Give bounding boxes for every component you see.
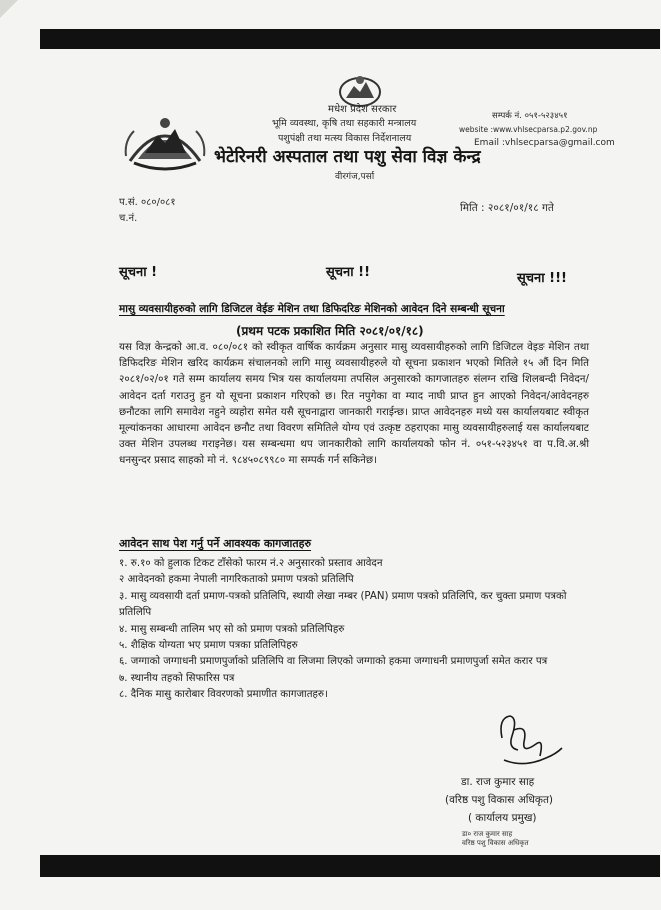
- list-item: २ आवेदनको हकमा नेपाली नागरिकताको प्रमाण पत्रको प्रतिलिपि: [119, 574, 354, 586]
- ministry-line-1: मधेश प्रदेश सरकार: [328, 104, 397, 115]
- requirements-list: [119, 556, 587, 704]
- list-item: ३. मासु व्यवसायी दर्ता प्रमाण-पत्रको प्रतिलिपि, स्थायी लेखा नम्बर (PAN) प्रमाण पत्रको प्रतिलिपि, कर चुक्ता प्रमाण पत्रको प्रतिलिपि: [119, 590, 567, 619]
- notice-publish-date: (प्रथम पटक प्रकाशित मिति २०८१/०१/१८): [236, 324, 424, 338]
- notice-subject: मासु व्यवसायीहरुको लागि डिजिटल वेईङ मेशिन तथा डिफिदरिङ मेशिनको आवेदन दिने सम्बन्धी सूचना: [119, 303, 505, 315]
- list-item: १. रु.१० को हुलाक टिकट टाँसेको फारम नं.२ अनुसारको प्रस्ताव आवेदन: [119, 558, 383, 569]
- signatory-office: ( कार्यालय प्रमुख): [468, 812, 537, 824]
- office-name: भेटेरिनरी अस्पताल तथा पशु सेवा विज्ञ केन्द्र: [214, 147, 481, 167]
- notice-body: यस विज्ञ केन्द्रको आ.व. ०८०/०८१ को स्वीकृत वार्षिक कार्यक्रम अनुसार मासु व्यवसायीहरुको लागि डिजिटल वेइङ मेशिन तथा डिफिदरिङ मेशिन खरिद कार्यक्रम संचालनको लागि मासु व्यवसायीहरुले यो सूचना प्रकाशन भएको मितिले १५ औं दिन मिति २०८१/०२/०१ गते सम्म कार्यालय समय भित्र यस कार्यालयमा तपसिल अनुसारको कागजातहरु संलग्न राखि शिलबन्दी निवेदन/आवेदन दर्ता गराउनु हुन यो सूचना प्रकाशन गरिएको छ। रित नपुगेका वा म्याद नाघी प्राप्त हुन आएको निवेदन/आवेदनहरु छनौटका लागि समावेश नहुने व्यहोरा समेत यसै सूचनाद्वारा जानकारी गराईन्छ। प्राप्त आवेदनहरु मध्ये यस कार्यालयबाट स्वीकृत मूल्यांकनका आधारमा आवेदन छनौट तथा विवरण समितिले योग्य एवं उत्कृष्ट ठहराएका मासु व्यवसायीहरुलाई यस कार्यालयबाट उक्त मेशिन उपलब्ध गराइनेछ। यस सम्बन्धमा थप जानकारीको लागि कार्यालयको फोन नं. ०५१-५२३४५१ वा प.वि.अ.श्री धनसुन्दर प्रसाद साहको मो नं. ९८४५०८९९८० मा सम्पर्क गर्न सकिनेछ।: [119, 341, 589, 467]
- list-item: ६. जग्गाको जग्गाधनी प्रमाणपुर्जाको प्रतिलिपि वा लिजमा लिएको जग्गाको हकमा जग्गाधनी प्रमाणपुर्जा समेत करार पत्र: [119, 656, 548, 668]
- requirements-title: आवेदन साथ पेश गर्नु पर्ने आवश्यक कागजातहरु: [119, 537, 312, 550]
- signatory-post: (वरिष्ठ पशु विकास अधिकृत): [445, 794, 554, 806]
- office-city: वीरगंज,पर्सा: [335, 172, 375, 182]
- list-item: ५. शैक्षिक योग्यता भए प्रमाण पत्रका प्रतिलिपिहरु: [119, 640, 298, 652]
- page-curl: [0, 0, 18, 18]
- ministry-line-2: भूमि व्यवस्था, कृषि तथा सहकारी मन्त्रालय: [272, 118, 417, 129]
- nepal-emblem-icon: [120, 101, 210, 176]
- list-item: ४. मासु सम्बन्धी तालिम भए सो को प्रमाण पत्रको प्रतिलिपिहरु: [119, 623, 345, 635]
- notice-heading-2: सूचना !!: [326, 265, 371, 280]
- contact-phone: सम्पर्क नं. ०५१-५२३४५१: [492, 111, 568, 121]
- notice-heading-1: सूचना !: [119, 265, 158, 280]
- stamp-line-2: वरिष्ठ पशु विकास अधिकृत: [462, 839, 529, 847]
- list-item: ८. दैनिक मासु कारोबार विवरणको प्रमाणीत कागजातहरु।: [119, 689, 328, 701]
- ministry-line-3: पशुपंक्षी तथा मत्स्य विकास निर्देशनालय: [278, 133, 412, 144]
- signatory-name: डा. राज कुमार साह: [461, 776, 535, 788]
- contact-email: Email :vhlsecparsa@gmail.com: [474, 138, 615, 148]
- scan-border-bottom: [40, 855, 660, 877]
- handwritten-signature: [484, 708, 574, 776]
- dispatch-number: च.नं.: [119, 213, 138, 224]
- letter-date: मिति : २०८१/०१/१८ गते: [460, 202, 554, 214]
- contact-website: website :www.vhlsecparsa.p2.gov.np: [459, 125, 598, 134]
- letter-number: प.सं. ०८०/०८१: [119, 197, 176, 208]
- stamp-line-1: डा० राज कुमार साह: [462, 830, 513, 838]
- official-stamp: [462, 830, 529, 848]
- notice-heading-3: सूचना !!!: [517, 271, 567, 286]
- scan-border-top: [40, 29, 660, 49]
- list-item: ७. स्थानीय तहको सिफारिस पत्र: [119, 672, 235, 684]
